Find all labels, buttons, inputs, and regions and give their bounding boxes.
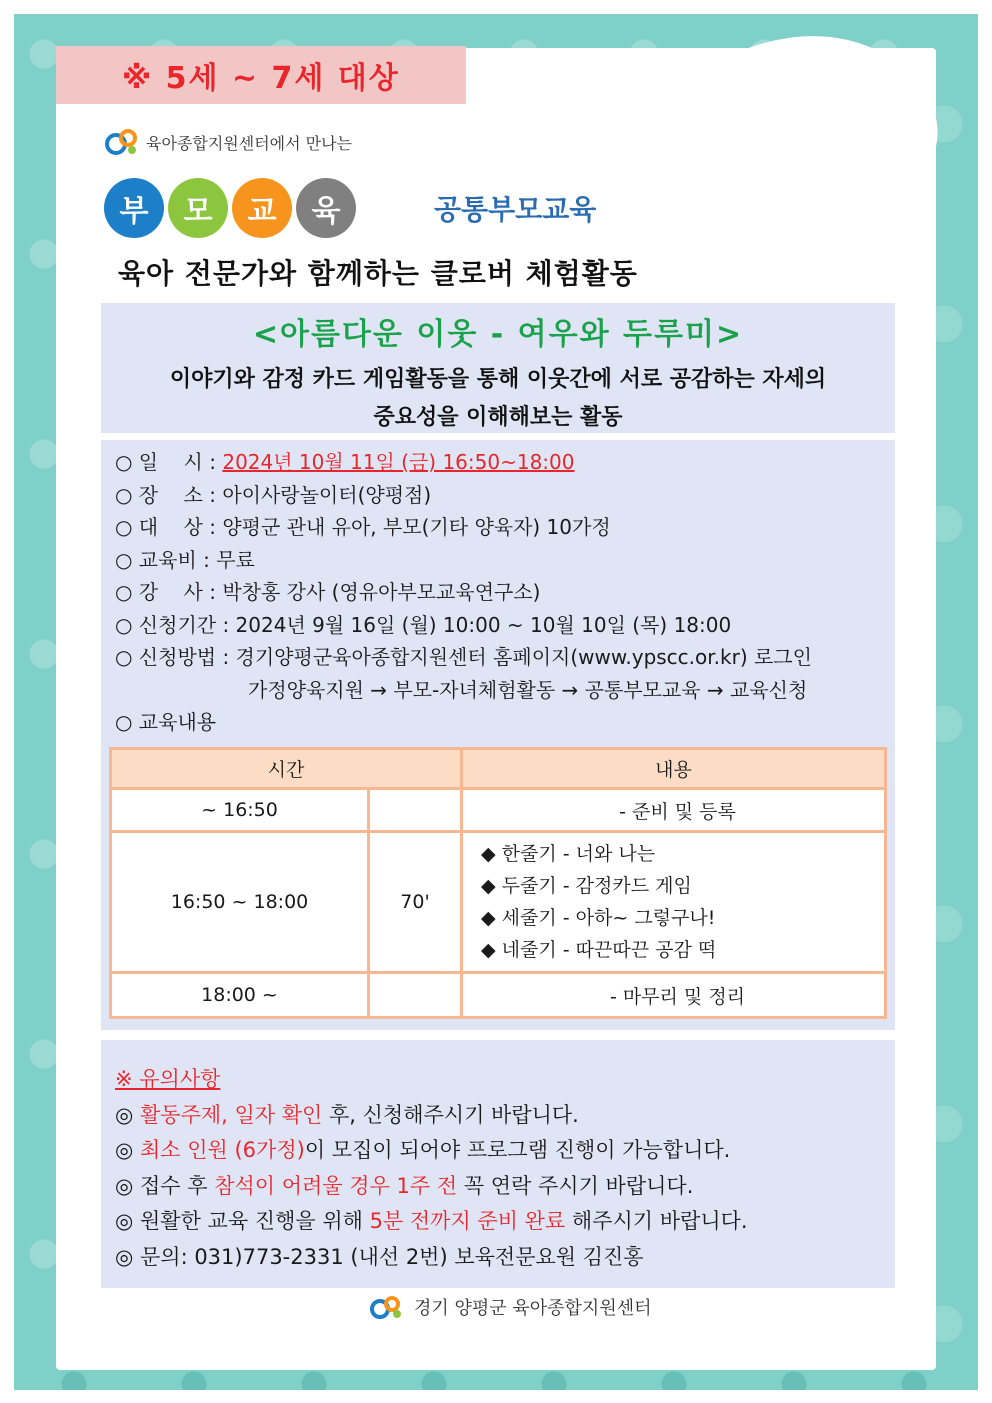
notice-item-3: [115, 1169, 748, 1205]
info-place: ○ 장 소 : 아이사랑놀이터(양평점): [115, 482, 432, 507]
notice-item-5: [115, 1240, 748, 1276]
org-intro-text: 육아종합지원센터에서 만나는: [146, 133, 353, 153]
row-content: [462, 832, 886, 973]
bullet: ◎: [115, 1102, 140, 1127]
info-lecturer: ○ 강 사 : 박창홍 강사 (영유아부모교육연구소): [115, 580, 541, 604]
intro-box: [101, 303, 895, 433]
date-value: 2024년 10월 11일 (금) 16:50~18:00: [222, 450, 575, 474]
row-time: 16:50 ~ 18:00: [111, 832, 369, 973]
info-method: ○ 신청방법 : 경기양평군육아종합지원센터 홈페이지(www.ypscc.or.kr) 로그인: [115, 645, 812, 669]
info-date: [115, 446, 812, 479]
row-duration: [369, 973, 462, 1018]
program-subtitle: <아름다운 이웃 - 여우와 두루미>: [252, 317, 744, 352]
table-row: [111, 832, 886, 973]
info-period: ○ 신청기간 : 2024년 9월 16일 (월) 10:00 ~ 10월 10일 (목) 18:00: [115, 612, 732, 637]
table-row: [111, 789, 886, 832]
table-header-row: [111, 749, 886, 789]
target-age-banner: [56, 46, 466, 104]
notice-4-pre: 원활한 교육 진행을 위해: [140, 1209, 370, 1233]
bullet: ◎: [115, 1138, 140, 1162]
description-line-1: 이야기와 감정 카드 게임활동을 통해 이웃간에 서로 공감하는 자세의: [169, 367, 827, 392]
center-logo-icon: [104, 124, 140, 160]
date-label: ○ 일 시 :: [115, 450, 223, 474]
notice-2-text: 이 모집이 되어야 프로그램 진행이 가능합니다.: [304, 1138, 731, 1162]
info-list: [115, 446, 812, 739]
header-content: 내용: [462, 749, 886, 789]
target-age-text: ※ 5세 ~ 7세 대상: [122, 61, 400, 96]
row-duration: 70': [369, 832, 462, 973]
notice-3-pre: 접수 후: [140, 1173, 215, 1198]
ribbon-decoration: [690, 30, 960, 310]
logo-char-3: 교: [232, 178, 292, 238]
row-content: - 마무리 및 정리: [462, 973, 886, 1018]
page-title: 육아 전문가와 함께하는 클로버 체험활동: [118, 257, 638, 290]
row-time: ~ 16:50: [111, 789, 369, 832]
notice-box: [101, 1040, 895, 1288]
logo-char-1: 부: [104, 178, 164, 238]
parent-education-logo: [104, 178, 356, 238]
info-box: [101, 440, 895, 1030]
bullet: ◎: [115, 1209, 140, 1233]
step-4: ◆ 네줄기 - 따끈따끈 공감 떡: [481, 939, 717, 961]
contact-info: 문의: 031)773-2331 (내선 2번) 보육전문요원 김진홍: [140, 1244, 644, 1269]
logo-char-2: 모: [168, 178, 228, 238]
table-row: [111, 973, 886, 1018]
org-intro: [104, 124, 352, 160]
bullet: ◎: [115, 1173, 140, 1198]
bullet: ◎: [115, 1244, 140, 1269]
notice-3-highlight: 참석이 어려울 경우 1주 전: [214, 1173, 458, 1198]
notice-2-highlight: 최소 인원 (6가정): [140, 1138, 305, 1162]
notice-3-text: 꼭 연락 주시기 바랍니다.: [457, 1173, 694, 1198]
step-1: ◆ 한줄기 - 너와 나는: [481, 843, 656, 865]
notice-item-2: [115, 1133, 748, 1169]
description-line-2: 중요성을 이해해보는 활동: [373, 405, 623, 430]
info-method-path: 가정양육지원 → 부모-자녀체험활동 → 공통부모교육 → 교육신청: [248, 677, 808, 702]
row-duration: [369, 789, 462, 832]
center-logo-icon: [364, 1292, 408, 1322]
schedule-table: [109, 747, 887, 1019]
row-time: 18:00 ~: [111, 973, 369, 1018]
activity-steps: [463, 838, 884, 966]
row-content: - 준비 및 등록: [462, 789, 886, 832]
info-content: ○ 교육내용: [115, 710, 217, 734]
notice-item-4: [115, 1204, 748, 1240]
logo-char-4: 육: [296, 178, 356, 238]
common-education-title: 공통부모교육: [434, 193, 597, 226]
footer-org-name: 경기 양평군 육아종합지원센터: [414, 1298, 652, 1319]
notice-1-text: 후, 신청해주시기 바랍니다.: [322, 1102, 579, 1127]
info-fee: ○ 교육비 : 무료: [115, 547, 255, 572]
notice-title: ※ 유의사항: [115, 1067, 221, 1091]
step-2: ◆ 두줄기 - 감정카드 게임: [481, 875, 692, 897]
program-description: [101, 361, 895, 437]
footer: [364, 1292, 652, 1322]
notice-1-highlight: 활동주제, 일자 확인: [140, 1102, 323, 1127]
step-3: ◆ 세줄기 - 아하~ 그렇구나!: [481, 907, 716, 929]
notice-list: [115, 1062, 748, 1275]
notice-4-text: 해주시기 바랍니다.: [565, 1209, 748, 1233]
notice-4-highlight: 5분 전까지 준비 완료: [369, 1209, 566, 1233]
header-time: 시간: [111, 749, 462, 789]
info-target: ○ 대 상 : 양평군 관내 유아, 부모(기타 양육자) 10가정: [115, 515, 611, 539]
notice-item-1: [115, 1098, 748, 1134]
